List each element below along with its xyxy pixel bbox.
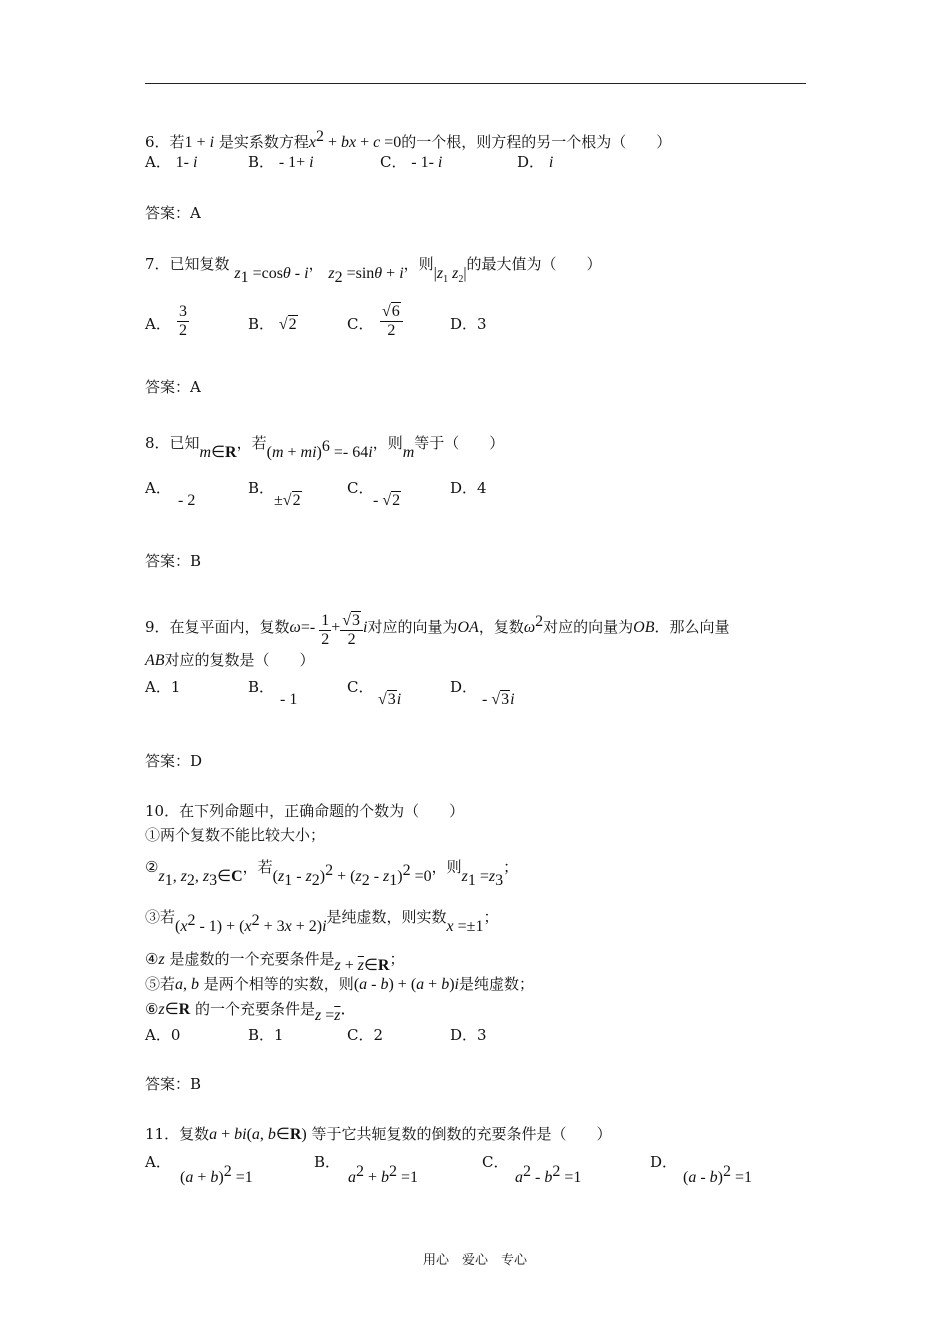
question-7-stem: 7．已知复数 $z_1 =\cos\theta - i$， $z_2 =\sin\theta + i$，则$|z_1$ $z_2|$的最大值为（ ） [145,255,602,286]
q8-option-d[interactable]: D．4 [450,479,487,497]
q10-statement-5: ⑤若a, b 是两个相等的实数，则(a - b) + (a + b)i是纯虚数； [145,975,534,993]
q9-answer: 答案：D [145,752,203,770]
q7-option-a[interactable]: A． [145,315,171,333]
question-8-stem: 8．已知m∈R，若(m + mi)$^6$ =- 64i，则m等于（ ） [145,434,505,461]
q11-option-b[interactable]: B． [314,1153,341,1171]
page-footer: 用心 爱心 专心 [422,1253,527,1268]
q10-answer: 答案：B [145,1075,202,1093]
q10-statement-6: ⑥z∈R 的一个充要条件是$z =\overline{z}$． [145,1000,357,1024]
q7-option-b[interactable]: B． √2 [248,315,297,333]
q10-option-b[interactable]: B．1 [248,1026,284,1044]
q9-option-a[interactable]: A．1 [145,678,181,696]
header-rule [145,83,806,84]
q9-value-b: - 1 [280,691,298,708]
question-6-stem: 6．若1 + i 是实系数方程$x^2$ + bx + c =0的一个根，则方程的另一个根为（ ） [145,128,672,151]
q8-value-c: - √2 [373,492,401,509]
q10-option-c[interactable]: C．2 [347,1026,384,1044]
q10-option-d[interactable]: D．3 [450,1026,487,1044]
q6-option-b[interactable]: B． - 1+ i [248,153,314,171]
q8-value-a: - 2 [178,492,196,509]
q7-frac-a: $\frac{3}{2}$ [179,303,187,339]
q7-frac-c: $\frac{√6}{2}$ [380,303,403,340]
question-9-stem: 9．在复平面内，复数ω=- $\frac{1}{2}$ + $\frac{√3}{2}$ i对应的向量为OA，复数$\omega^2$对应的向量为OB．那么向量 [145,612,730,648]
q8-option-a[interactable]: A． [145,479,171,497]
q8-value-b: ±√2 [274,492,301,509]
q7-answer: 答案：A [145,378,201,396]
q8-answer: 答案：B [145,552,202,570]
q7-option-d[interactable]: D．3 [450,315,487,333]
q7-option-c[interactable]: C． [347,315,374,333]
q6-answer: 答案：A [145,204,201,222]
q11-value-c: $a^2 - b^2 =1$ [515,1163,582,1186]
q11-value-b: $a^2 + b^2 =1$ [348,1163,419,1186]
q9-value-d: - √3i [482,691,515,708]
q9-value-c: √3i [378,691,402,708]
q6-option-d[interactable]: D． i [517,153,554,171]
q8-option-b[interactable]: B． [248,479,275,497]
q6-option-c[interactable]: C． - 1- i [380,153,443,171]
q11-option-a[interactable]: A． [145,1153,171,1171]
q11-option-c[interactable]: C． [482,1153,509,1171]
question-10-stem: 10．在下列命题中，正确命题的个数为（ ） [145,802,465,820]
question-9-stem-cont: AB对应的复数是（ ） [145,651,315,669]
q10-statement-1: ①两个复数不能比较大小； [145,826,326,844]
question-11-stem: 11．复数a + bi(a, b∈R) 等于它共轭复数的倒数的充要条件是（ ） [145,1125,612,1143]
q9-option-d[interactable]: D． [450,678,478,696]
q9-option-b[interactable]: B． [248,678,275,696]
q9-option-c[interactable]: C． [347,678,374,696]
q10-option-a[interactable]: A．0 [145,1026,181,1044]
q6-option-a[interactable]: A． 1- i [145,153,198,171]
q11-value-a: $(a + b)^2 =1$ [180,1163,253,1186]
q10-statement-3: ③若$(x^2 - 1) + (x^2 + 3x + 2)i$是纯虚数，则实数x =±1； [145,908,499,935]
q11-value-d: (a - b)$^2$ =1 [683,1163,753,1186]
q10-statement-2: $②z_1$, $z_2$, $z_3\in C$，若$(z_1 - z_2)^2 + (z_2 - z_1)^2 =0$，则$z_1 =z_3$； [145,858,519,889]
q8-option-c[interactable]: C． [347,479,374,497]
q10-statement-4: ④z 是虚数的一个充要条件是$z + \overline{z}\in R$； [145,950,405,974]
q11-option-d[interactable]: D． [650,1153,678,1171]
